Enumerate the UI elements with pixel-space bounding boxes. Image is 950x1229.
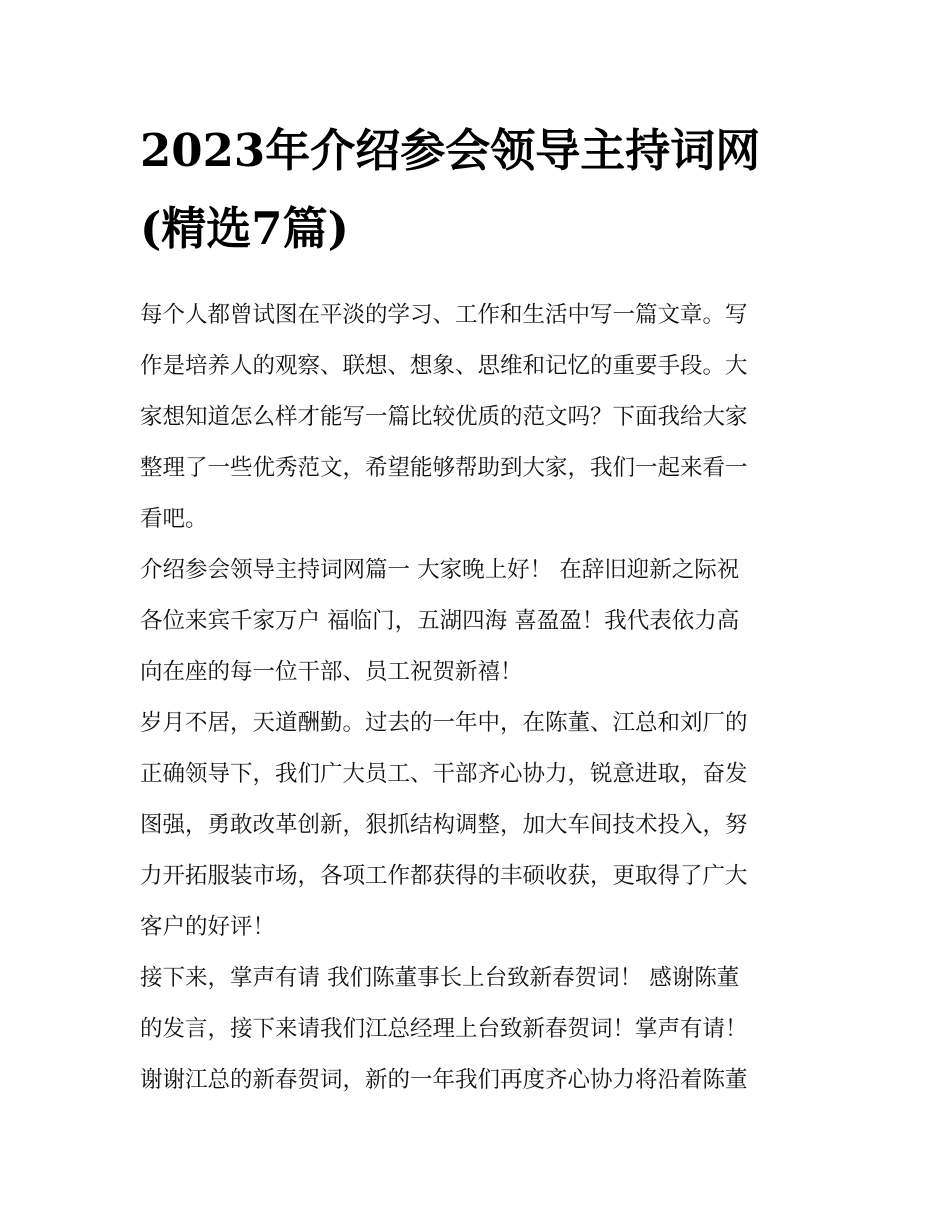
title-line: 2023年介绍参会领导主持词网	[140, 124, 761, 177]
body-line: 介绍参会领导主持词网篇一 大家晚上好！ 在辞旧迎新之际祝	[140, 557, 740, 583]
body-line: 作是培养人的观察、联想、想象、思维和记忆的重要手段。大	[140, 353, 748, 379]
body-line: 力开拓服装市场，各项工作都获得的丰硕收获，更取得了广大	[140, 863, 748, 889]
body-line: 岁月不居，天道酬勤。过去的一年中，在陈董、江总和刘厂的	[140, 710, 748, 736]
body-line: 各位来宾千家万户 福临门，五湖四海 喜盈盈！我代表依力高	[140, 608, 740, 634]
body-line: 图强，勇敢改革创新，狠抓结构调整，加大车间技术投入，努	[140, 812, 748, 838]
body-line: 的发言，接下来请我们江总经理上台致新春贺词！掌声有请！	[140, 1016, 748, 1042]
title-line: (精选7篇)	[140, 202, 349, 255]
body-line: 看吧。	[140, 506, 208, 532]
body-line: 向在座的每一位干部、员工祝贺新禧！	[140, 659, 523, 685]
body-line: 正确领导下，我们广大员工、干部齐心协力，锐意进取，奋发	[140, 761, 748, 787]
document-body	[140, 290, 815, 1106]
body-line: 家想知道怎么样才能写一篇比较优质的范文吗？下面我给大家	[140, 404, 748, 430]
body-line: 谢谢江总的新春贺词，新的一年我们再度齐心协力将沿着陈董	[140, 1067, 748, 1093]
body-line: 每个人都曾试图在平淡的学习、工作和生活中写一篇文章。写	[140, 302, 748, 328]
document-title	[140, 112, 815, 268]
document-content	[140, 112, 815, 1106]
body-line: 整理了一些优秀范文，希望能够帮助到大家，我们一起来看一	[140, 455, 748, 481]
body-line: 客户的好评！	[140, 914, 276, 940]
body-line: 接下来，掌声有请 我们陈董事长上台致新春贺词！ 感谢陈董	[140, 965, 740, 991]
